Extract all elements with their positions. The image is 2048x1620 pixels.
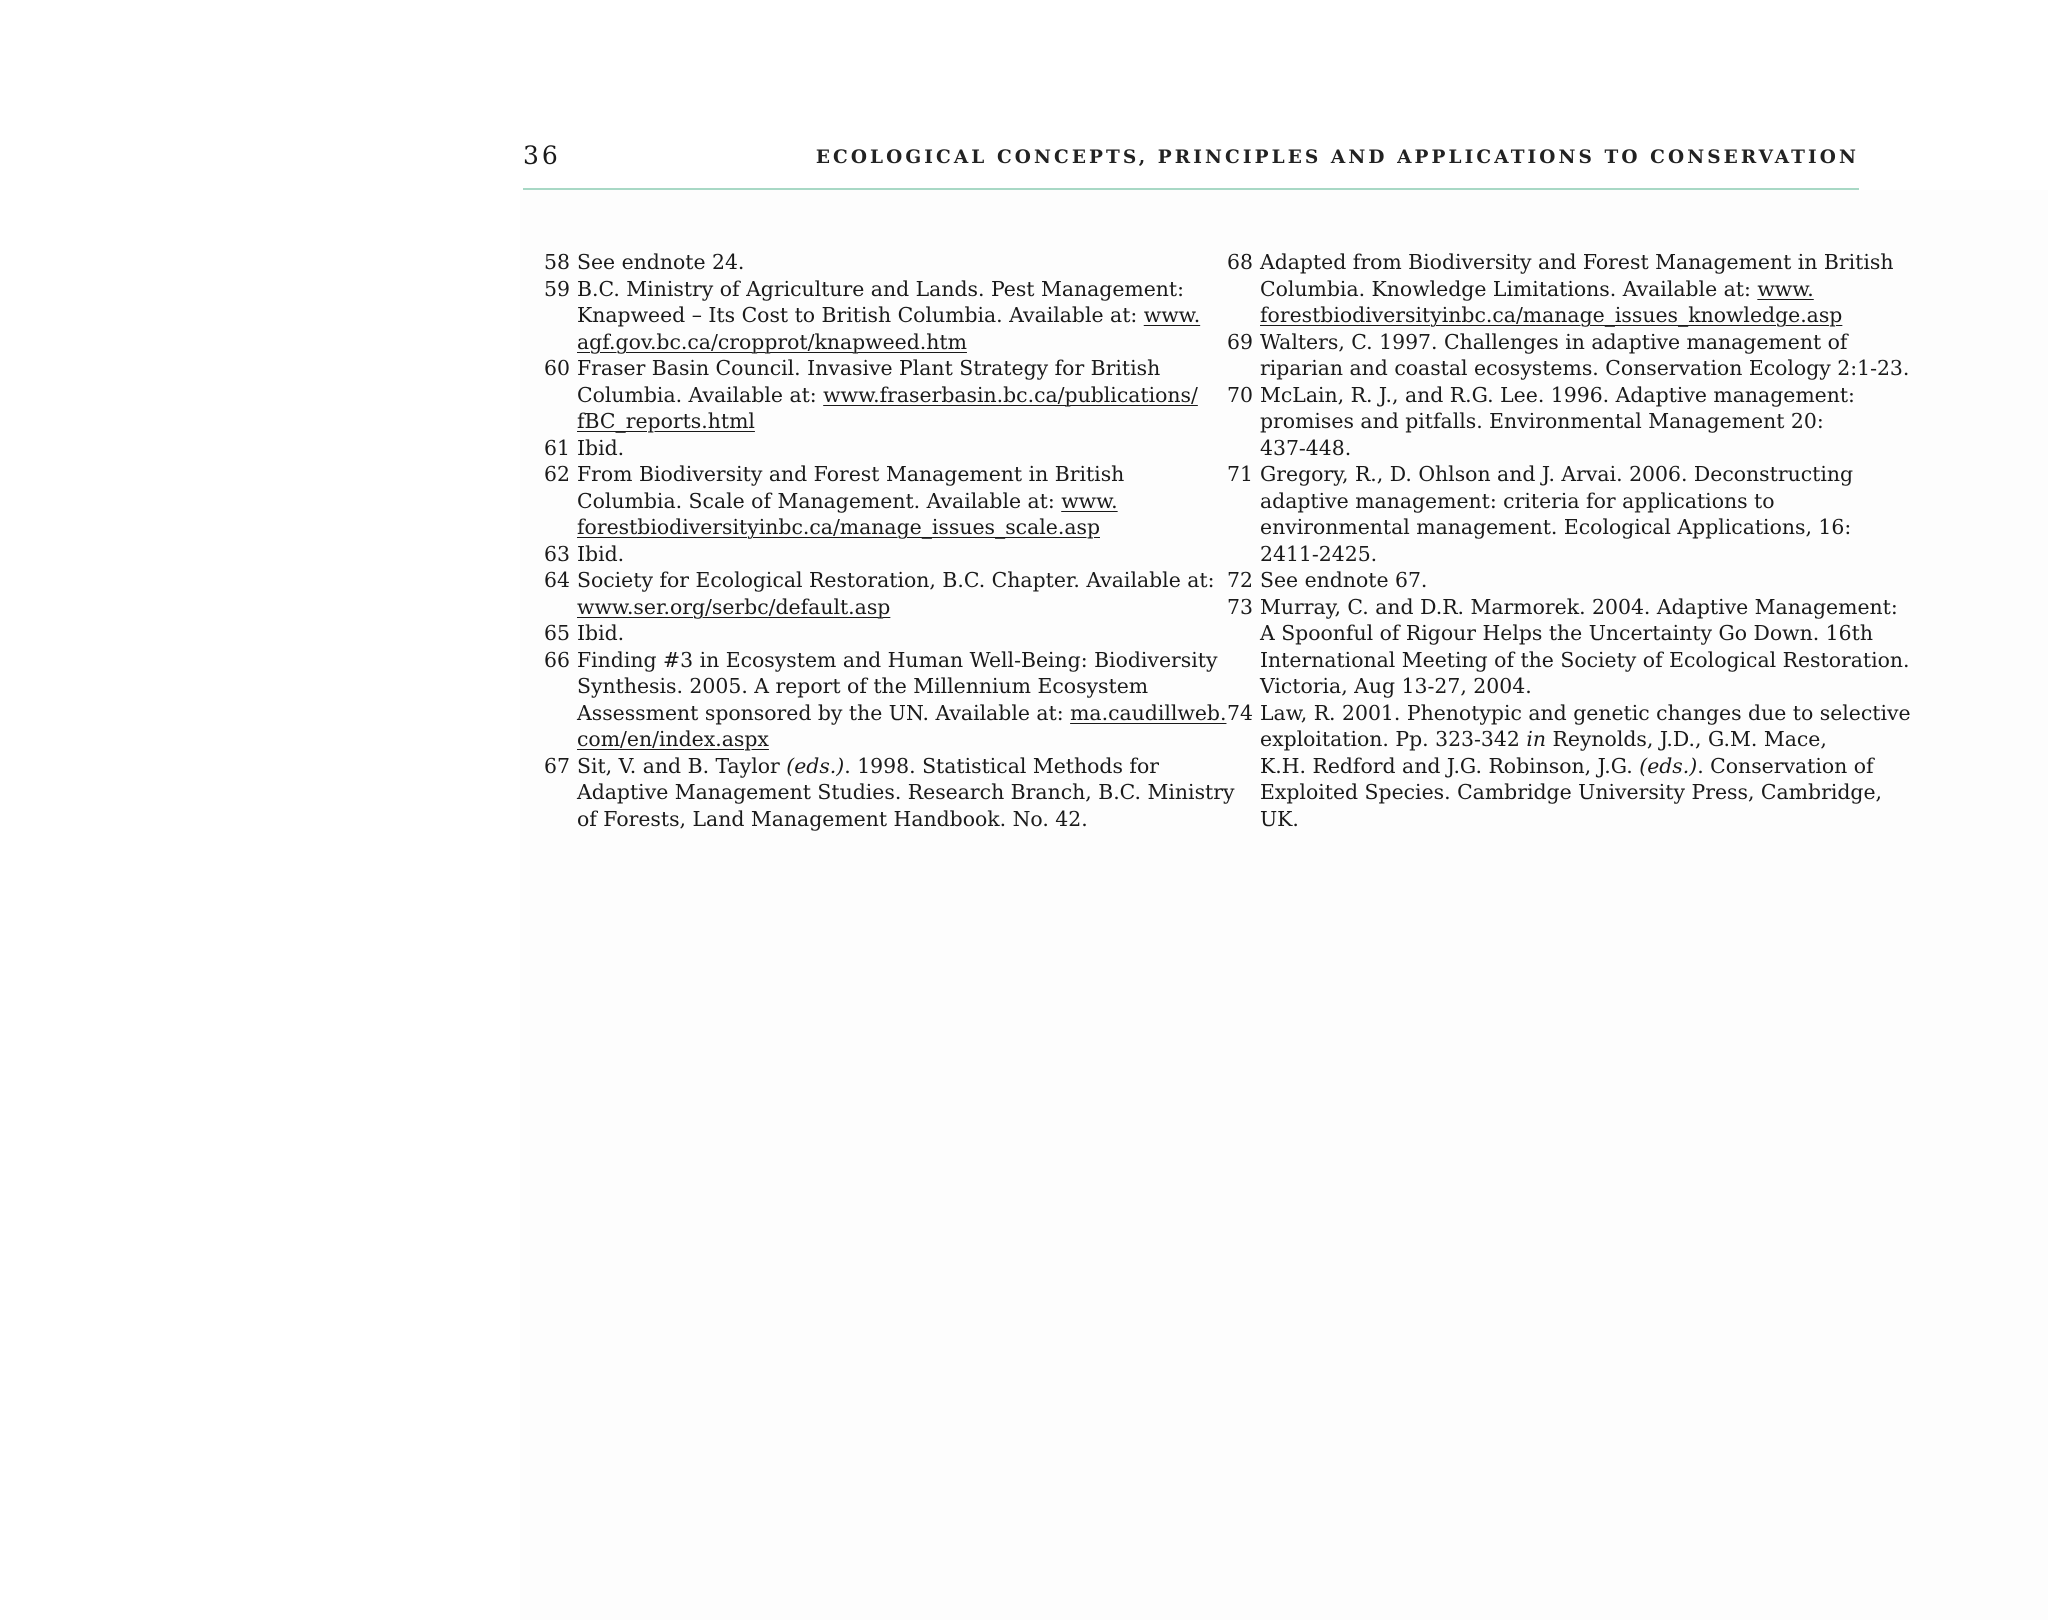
endnote-line — [577, 700, 1227, 727]
endnote-italic-text: (eds.) — [786, 753, 845, 778]
endnote-line — [1260, 435, 1863, 462]
endnote-line — [577, 514, 1180, 541]
endnote-text: . 1998. Statistical Methods for — [844, 753, 1159, 778]
endnote-line — [577, 276, 1184, 303]
endnote-line — [1260, 673, 1863, 700]
endnote-url-link[interactable]: www. — [1757, 276, 1814, 301]
endnote-number: 64 — [544, 568, 570, 592]
endnote-line — [577, 620, 1180, 647]
endnote-text: 2411-2425. — [1260, 541, 1378, 566]
endnote-text: Ibid. — [577, 541, 625, 566]
endnote-70 — [1223, 382, 1863, 462]
endnote-text: Finding #3 in Ecosystem and Human Well-Being: Biodiversity — [577, 647, 1218, 672]
endnote-number: 68 — [1227, 250, 1253, 274]
endnote-number: 65 — [544, 621, 570, 645]
endnote-line — [1260, 753, 1874, 780]
endnote-text: Adaptive Management Studies. Research Branch, B.C. Ministry — [577, 780, 1235, 804]
header-rule — [523, 188, 1859, 190]
endnote-line — [577, 567, 1215, 594]
endnote-line — [1260, 488, 1863, 515]
endnote-text: K.H. Redford and J.G. Robinson, J.G. — [1260, 753, 1640, 778]
endnote-63 — [540, 541, 1180, 568]
endnote-line — [1260, 302, 1863, 329]
endnote-text: . Conservation of — [1697, 753, 1874, 778]
endnote-text: exploitation. Pp. 323-342 — [1260, 727, 1527, 751]
endnote-text: promises and pitfalls. Environmental Management 20: — [1260, 409, 1824, 433]
endnote-line — [577, 355, 1180, 382]
endnote-text: A Spoonful of Rigour Helps the Uncertainty Go Down. 16th — [1260, 621, 1873, 645]
endnote-text: Murray, C. and D.R. Marmorek. 2004. Adaptive Management: — [1260, 594, 1898, 619]
running-head: ECOLOGICAL CONCEPTS, PRINCIPLES AND APPLICATIONS TO CONSERVATION — [815, 147, 1859, 168]
endnote-text: Assessment sponsored by the UN. Available at: — [577, 700, 1071, 725]
endnote-text: Ibid. — [577, 435, 625, 460]
endnote-line — [577, 329, 1180, 356]
endnote-60 — [540, 355, 1198, 435]
endnote-number: 59 — [544, 276, 570, 301]
endnote-line — [1260, 514, 1863, 541]
endnote-number: 62 — [544, 462, 570, 486]
endnote-line — [577, 779, 1235, 806]
endnote-text: Columbia. Knowledge Limitations. Available at: — [1260, 276, 1758, 301]
endnote-url-link[interactable]: ma.caudillweb. — [1070, 700, 1227, 725]
endnote-url-link[interactable]: com/en/index.aspx — [577, 727, 769, 751]
endnote-text: International Meeting of the Society of Ecological Restoration. — [1260, 647, 1910, 672]
endnote-text: Victoria, Aug 13-27, 2004. — [1260, 674, 1532, 698]
endnote-71 — [1223, 461, 1863, 567]
endnote-line — [577, 382, 1198, 409]
endnote-69 — [1223, 329, 1910, 382]
endnote-text: Walters, C. 1997. Challenges in adaptive management of — [1260, 329, 1848, 354]
endnote-68 — [1223, 249, 1894, 329]
endnote-number: 71 — [1227, 462, 1253, 486]
endnote-line — [1260, 408, 1863, 435]
page-number: 36 — [523, 141, 561, 170]
endnote-72 — [1223, 567, 1863, 594]
endnote-line — [577, 647, 1218, 674]
endnote-line — [577, 302, 1201, 329]
endnote-number: 72 — [1227, 568, 1253, 592]
endnote-url-link[interactable]: www. — [1061, 488, 1118, 513]
endnote-number: 73 — [1227, 594, 1253, 619]
endnote-74 — [1223, 700, 1911, 833]
endnote-text: Society for Ecological Restoration, B.C. Chapter. Available at: — [577, 568, 1215, 592]
endnote-text: See endnote 67. — [1260, 568, 1428, 592]
endnote-number: 61 — [544, 435, 570, 460]
endnote-line — [577, 541, 1180, 568]
endnote-number: 63 — [544, 541, 570, 566]
endnote-line — [1260, 779, 1882, 806]
endnote-text: See endnote 24. — [577, 250, 745, 274]
endnote-59 — [540, 276, 1201, 356]
endnote-url-link[interactable]: www.fraserbasin.bc.ca/publications/ — [823, 382, 1198, 407]
endnote-text: Knapweed – Its Cost to British Columbia. Available at: — [577, 303, 1144, 327]
endnote-line — [577, 488, 1180, 515]
endnote-66 — [540, 647, 1227, 753]
endnote-url-link[interactable]: forestbiodiversityinbc.ca/manage_issues_knowledge.asp — [1260, 303, 1843, 327]
endnote-line — [577, 806, 1180, 833]
endnotes-right-column — [1223, 249, 1911, 832]
endnote-text: McLain, R. J., and R.G. Lee. 1996. Adaptive management: — [1260, 382, 1855, 407]
endnote-number: 67 — [544, 753, 570, 778]
endnote-line — [577, 726, 1180, 753]
endnote-italic-text: in — [1526, 727, 1546, 751]
endnote-number: 74 — [1227, 700, 1253, 725]
endnote-url-link[interactable]: forestbiodiversityinbc.ca/manage_issues_scale.asp — [577, 515, 1100, 539]
endnote-text: Ibid. — [577, 621, 625, 645]
endnote-line — [1260, 355, 1910, 382]
endnote-url-link[interactable]: fBC_reports.html — [577, 409, 755, 433]
endnote-text: Synthesis. 2005. A report of the Millennium Ecosystem — [577, 674, 1149, 698]
endnote-line — [1260, 329, 1863, 356]
endnote-number: 58 — [544, 250, 570, 274]
endnote-line — [1260, 382, 1863, 409]
endnote-text: UK. — [1260, 806, 1299, 831]
endnote-line — [1260, 647, 1910, 674]
endnote-62 — [540, 461, 1180, 541]
endnote-58 — [540, 249, 1180, 276]
endnote-text: Adapted from Biodiversity and Forest Management in British — [1260, 250, 1894, 274]
endnote-line — [577, 594, 1180, 621]
endnote-line — [577, 249, 1180, 276]
endnote-text: Reynolds, J.D., G.M. Mace, — [1545, 727, 1827, 751]
endnote-text: Law, R. 2001. Phenotypic and genetic changes due to selective — [1260, 700, 1911, 725]
endnote-number: 70 — [1227, 382, 1253, 407]
endnote-text: Sit, V. and B. Taylor — [577, 753, 787, 778]
endnote-line — [1260, 806, 1863, 833]
endnote-text: B.C. Ministry of Agriculture and Lands. Pest Management: — [577, 276, 1184, 301]
endnote-text: of Forests, Land Management Handbook. No. 42. — [577, 806, 1088, 831]
endnote-line — [1260, 700, 1911, 727]
endnote-number: 69 — [1227, 329, 1253, 354]
endnote-number: 66 — [544, 647, 570, 672]
endnote-line — [577, 435, 1180, 462]
endnote-line — [1260, 567, 1863, 594]
endnote-line — [1260, 276, 1863, 303]
endnote-line — [1260, 726, 1863, 753]
endnote-line — [1260, 249, 1894, 276]
endnotes-left-column — [540, 249, 1235, 832]
endnote-text: From Biodiversity and Forest Management in British — [577, 462, 1125, 486]
endnote-line — [577, 753, 1180, 780]
endnote-text: Columbia. Scale of Management. Available at: — [577, 488, 1062, 513]
endnote-italic-text: (eds.) — [1639, 753, 1698, 778]
endnote-line — [577, 408, 1180, 435]
endnote-73 — [1223, 594, 1910, 700]
endnote-text: riparian and coastal ecosystems. Conservation Ecology 2:1-23. — [1260, 356, 1910, 380]
endnote-line — [1260, 461, 1863, 488]
endnote-text: 437-448. — [1260, 435, 1352, 460]
endnote-65 — [540, 620, 1180, 647]
endnote-text: Exploited Species. Cambridge University Press, Cambridge, — [1260, 780, 1882, 804]
endnote-67 — [540, 753, 1235, 833]
endnote-url-link[interactable]: www. — [1143, 303, 1201, 327]
endnote-line — [577, 673, 1180, 700]
endnote-line — [1260, 594, 1898, 621]
endnote-text: adaptive management: criteria for applications to — [1260, 488, 1775, 513]
endnote-line — [577, 461, 1180, 488]
endnote-url-link[interactable]: agf.gov.bc.ca/cropprot/knapweed.htm — [577, 329, 967, 354]
endnote-text: Fraser Basin Council. Invasive Plant Strategy for British — [577, 356, 1161, 380]
endnote-64 — [540, 567, 1215, 620]
endnote-text: Gregory, R., D. Ohlson and J. Arvai. 2006. Deconstructing — [1260, 462, 1854, 486]
endnote-61 — [540, 435, 1180, 462]
endnote-text: Columbia. Available at: — [577, 382, 824, 407]
endnote-line — [1260, 541, 1863, 568]
endnote-number: 60 — [544, 356, 570, 380]
endnote-url-link[interactable]: www.ser.org/serbc/default.asp — [577, 594, 891, 619]
endnote-line — [1260, 620, 1873, 647]
endnote-text: environmental management. Ecological Applications, 16: — [1260, 515, 1852, 539]
